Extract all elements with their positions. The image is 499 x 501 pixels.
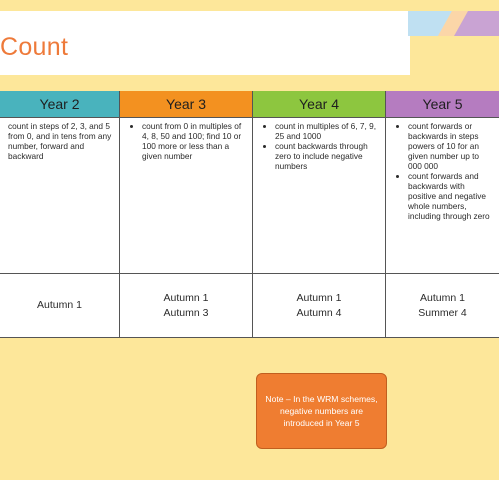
- slide-title: Count: [0, 33, 69, 61]
- term-label: Autumn 1: [420, 291, 465, 304]
- term-label: Autumn 3: [163, 306, 209, 319]
- header-year-4: Year 5: [386, 91, 499, 118]
- header-year-3: Year 4: [253, 91, 386, 118]
- header-year-2: Year 3: [120, 91, 253, 118]
- objective-cell: [120, 118, 253, 274]
- objective-item: • count backwards through zero to include negative numbers: [275, 141, 380, 171]
- curriculum-table: [0, 91, 499, 338]
- term-label: Autumn 1: [37, 299, 82, 311]
- objective-item: • count forwards and backwards with positive and negative whole numbers, including through zero: [408, 171, 494, 221]
- term-cell: [0, 274, 120, 338]
- note-text: Note – In the WRM schemes, negative numbers are introduced in Year 5: [265, 394, 378, 428]
- term-label: Autumn 1: [163, 291, 209, 304]
- objective-list: [394, 121, 494, 221]
- objective-list: [261, 121, 380, 171]
- note-box: [256, 373, 387, 449]
- term-label: Summer 4: [418, 306, 467, 319]
- term-cell: [120, 274, 253, 338]
- term-label: Autumn 1: [296, 291, 342, 304]
- objective-cell: [253, 118, 386, 274]
- objective-item: • count from 0 in multiples of 4, 8, 50 and 100; find 10 or 100 more or less than a given number: [142, 121, 247, 161]
- objective-cell: [0, 118, 120, 274]
- objective-text: count in steps of 2, 3, and 5 from 0, and in tens from any number, forward and backward: [8, 121, 112, 161]
- header-year-1: Year 2: [0, 91, 120, 118]
- term-cell: [386, 274, 499, 338]
- objective-item: • count in multiples of 6, 7, 9, 25 and 1000: [275, 121, 380, 141]
- term-label: Autumn 4: [296, 306, 342, 319]
- decorative-corner-shapes: [408, 11, 499, 36]
- term-cell: [253, 274, 386, 338]
- objective-cell: [386, 118, 499, 274]
- objective-list: [128, 121, 247, 161]
- objective-item: • count forwards or backwards in steps powers of 10 for an given number up to 000 000: [408, 121, 494, 171]
- title-box: [0, 11, 410, 75]
